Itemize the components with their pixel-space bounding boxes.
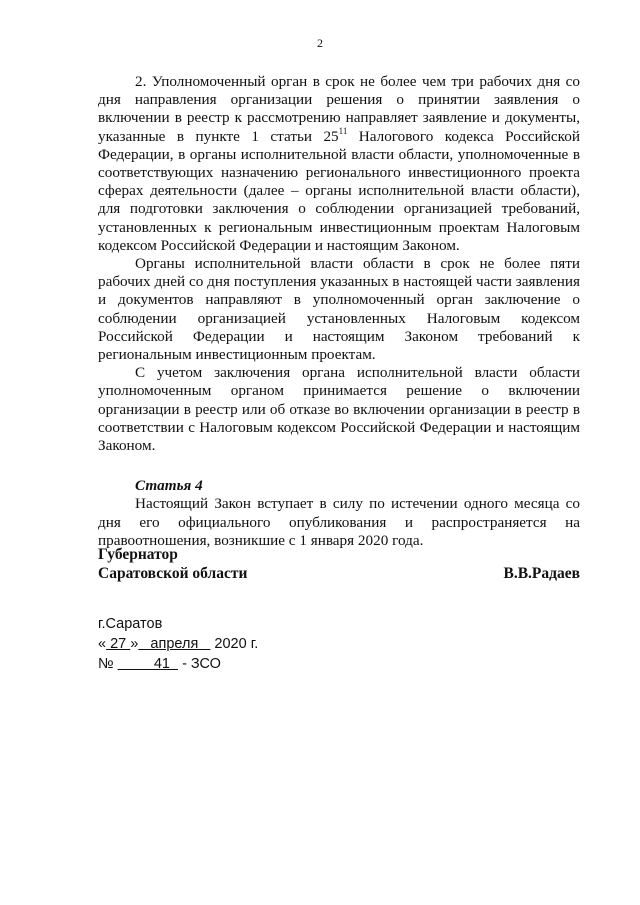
paragraph-executive-bodies: Органы исполнительной власти области в срок не более пяти рабочих дней со дня поступления указанных в настоящей части заявления и документов направляют в уполномоченный орган заключение о соблюдении организацией установленных Налоговым кодексом Российской Федерации и настоящим Законом требований к региональным инвестиционным проектам. <box>98 255 580 364</box>
number-suffix: - ЗСО <box>178 656 221 672</box>
signature-block <box>98 545 580 583</box>
paragraph-part-2 <box>98 73 580 255</box>
governor-title: Губернатор <box>98 546 178 563</box>
number-line <box>98 654 258 674</box>
date-open-quote: « <box>98 636 107 652</box>
paragraph-text: Налогового кодекса Российской Федерации, в органы исполнительной власти области, уполномоченные в соответствующих назначению регионального инвестиционного проекта сферах деятельности (далее – органы исполнительной власти области), для подготовки заключения о соблюдении организацией требований, установленных к региональным инвестиционным проектам Налоговым кодексом Российской Федерации и настоящим Законом. <box>98 127 580 254</box>
number-prefix: № <box>98 656 114 672</box>
law-number: 41 <box>117 656 179 672</box>
paragraph-text: 2. Уполномоченный орган в срок не более чем три рабочих дня со дня направления организации решения о принятии заявления о включении в реестр к рассмотрению направляет заявление и документы, указанные в пункте 1 статьи 25 <box>98 73 580 145</box>
article-heading: Статья 4 <box>135 477 203 495</box>
date-close-quote: » <box>130 636 139 652</box>
date-line <box>98 634 258 654</box>
article-text: Настоящий Закон вступает в силу по истечении одного месяца со дня его официального опубликования и распространяется на правоотношения, возникшие с 1 января 2020 года. <box>98 495 580 549</box>
city-line: г.Саратов <box>98 616 163 632</box>
law-body <box>98 73 580 550</box>
date-year: 2020 г. <box>210 636 259 652</box>
date-month: апреля <box>138 636 211 652</box>
document-footer <box>98 614 258 674</box>
page-number: 2 <box>317 36 323 50</box>
governor-name: В.В.Радаев <box>503 565 580 582</box>
paragraph-decision: С учетом заключения органа исполнительной власти области уполномоченным органом принимается решение о включении организации в реестр или об отказе во включении организации в реестр в соответствии с Налоговым кодексом Российской Федерации и настоящим Законом. <box>98 364 580 455</box>
article-superscript: 11 <box>338 125 348 136</box>
date-day: 27 <box>106 636 131 652</box>
region-title: Саратовской области <box>98 565 248 582</box>
